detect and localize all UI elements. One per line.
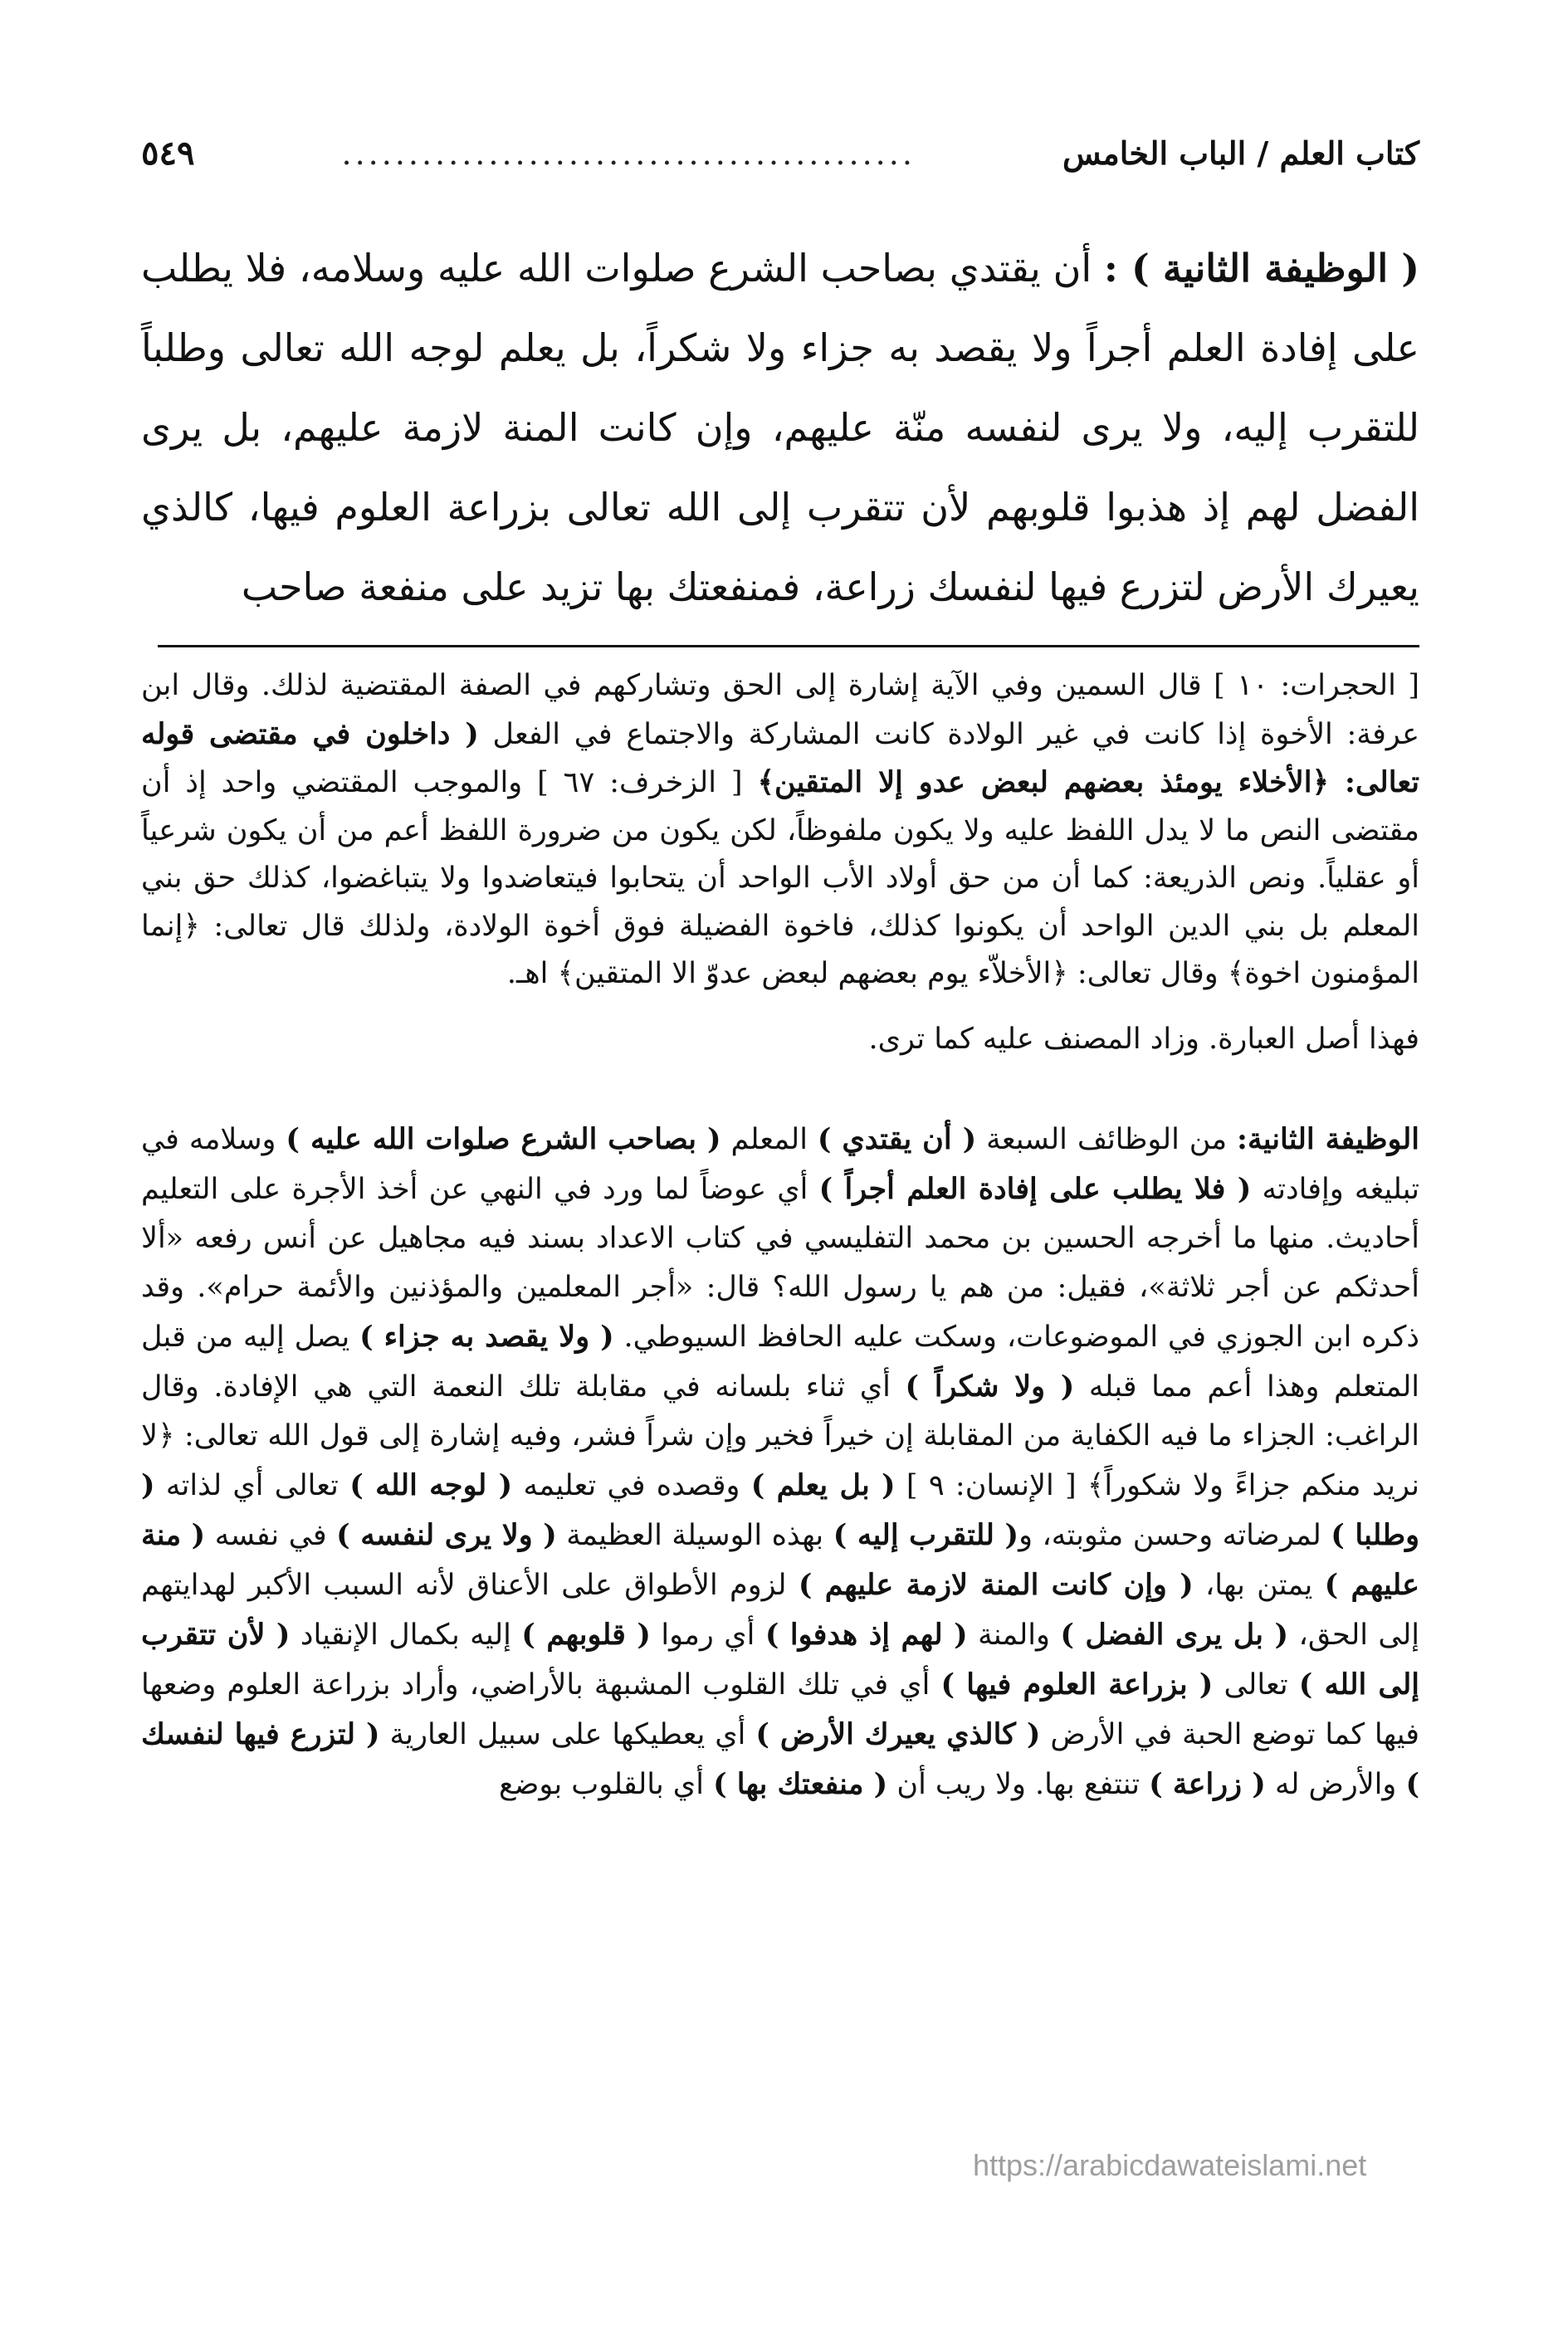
commentary-quote: ( زراعة ) bbox=[1149, 1766, 1266, 1801]
commentary-quote: ( بل يعلم ) bbox=[750, 1467, 896, 1502]
footnote-paragraph bbox=[141, 662, 1419, 999]
commentary-text: أي يعطيكها على سبيل العارية bbox=[379, 1717, 756, 1751]
site-watermark: https://arabicdawateislami.net bbox=[973, 2148, 1367, 2182]
commentary-text: لزوم الأطواق على الأعناق لأنه السبب الأكبر لهدايتهم إلى الحق، bbox=[141, 1568, 1419, 1652]
commentary-quote: ( ولا يقصد به جزاء ) bbox=[359, 1319, 614, 1354]
commentary-quote: ( ولا يرى لنفسه ) bbox=[336, 1517, 557, 1552]
footnote-conclusion: فهذا أصل العبارة. وزاد المصنف عليه كما ترى. bbox=[868, 1022, 1419, 1056]
commentary-text: تعالى أي لذاته bbox=[154, 1468, 350, 1502]
main-text-body: أن يقتدي بصاحب الشرع صلوات الله عليه وسلامه، فلا يطلب على إفادة العلم أجراً ولا يقصد به جزاء ولا شكراً، بل يعلم لوجه الله تعالى وطلباً للتقرب إليه، ولا يرى لنفسه منّة عليهم، وإن كانت المنة لازمة عليهم، بل يرى الفضل لهم إذ هذبوا قلوبهم لأن تتقرب إلى الله تعالى بزراعة العلوم فيها، كالذي يعيرك الأرض لتزرع فيها لنفسك زراعة، فمنفعتك بها تزيد على منفعة صاحب bbox=[141, 246, 1419, 609]
footnote-text: [ الحجرات: ١٠ ] قال السمين وفي الآية إشارة إلى الحق وتشاركهم في الصفة المقتضية لذلك. وقال ابن عرفة: الأخوة إذا كانت في غير الولادة كانت المشاركة والاجتماع في الفعل bbox=[141, 669, 1419, 751]
commentary-quote: ( بزراعة العلوم فيها ) bbox=[940, 1667, 1214, 1702]
commentary-quote: ( فلا يطلب على إفادة العلم أجراً ) bbox=[818, 1171, 1252, 1206]
commentary-text: أي بالقلوب بوضع bbox=[499, 1767, 714, 1801]
commentary-text: والأرض له bbox=[1265, 1767, 1406, 1801]
commentary-paragraph bbox=[141, 1115, 1419, 1809]
chapter-title: كتاب العلم / الباب الخامس bbox=[1062, 134, 1419, 172]
commentary-text: أي رموا bbox=[650, 1618, 765, 1652]
commentary-text: تعالى bbox=[1213, 1668, 1299, 1702]
footnote-separator bbox=[158, 645, 1419, 647]
commentary-text: إليه بكمال الإنقياد bbox=[290, 1618, 522, 1652]
commentary-heading: الوظيفة الثانية: bbox=[1237, 1121, 1419, 1156]
commentary-text: بهذه الوسيلة العظيمة bbox=[556, 1518, 833, 1552]
page-number: ٥٤٩ bbox=[141, 134, 195, 173]
commentary-quote: ( لتزرع فيها لنفسك ) bbox=[141, 1716, 1419, 1801]
commentary-quote: ( للتقرب إليه ) bbox=[833, 1517, 1019, 1552]
commentary-text: لمرضاته وحسن مثوبته، و bbox=[1018, 1518, 1331, 1552]
commentary-quote: ( منفعتك بها ) bbox=[713, 1766, 888, 1801]
commentary-text: وقصده في تعليمه bbox=[512, 1468, 751, 1502]
commentary-text: المعلم bbox=[720, 1122, 818, 1156]
commentary-text: أي في تلك القلوب المشبهة بالأراضي، وأراد بزراعة العلوم وضعها فيها كما توضع الحبة في الأرض bbox=[141, 1668, 1420, 1751]
commentary-text: من الوظائف السبعة bbox=[976, 1122, 1238, 1156]
commentary-quote: ( كالذي يعيرك الأرض ) bbox=[755, 1716, 1041, 1751]
commentary-quote: ( لوجه الله ) bbox=[349, 1467, 513, 1502]
book-page bbox=[141, 125, 1419, 2249]
commentary-text: يصل إليه من قبل المتعلم وهذا أعم مما قبله bbox=[141, 1320, 1419, 1404]
commentary-text: أي ثناء بلسانه في مقابلة تلك النعمة التي هي الإفادة. وقال الراغب: الجزاء ما فيه الكفاية من المقابلة إن خيراً فخير وإن شراً فشر، وفيه إشارة إلى قول الله تعالى: ﴿لا نريد منكم جزاءً ولا شكوراً﴾ [ الإنسان: ٩ ] bbox=[141, 1370, 1419, 1502]
commentary-text: والمنة bbox=[967, 1618, 1061, 1652]
commentary-quote: ( أن يقتدي ) bbox=[817, 1121, 977, 1156]
commentary-quote: ( قلوبهم ) bbox=[521, 1617, 651, 1652]
commentary-quote: ( بل يرى الفضل ) bbox=[1060, 1617, 1289, 1652]
main-text-paragraph bbox=[141, 228, 1419, 627]
footnote-bold-quote: ( داخلون في مقتضى قوله تعالى: ﴿الأخلاء يومئذ بعضهم لبعض عدو إلا المتقين﴾ bbox=[141, 716, 1419, 799]
commentary-quote: ( منة عليهم ) bbox=[141, 1517, 1419, 1602]
commentary-text: أي عوضاً لما ورد في النهي عن أخذ الأجرة على التعليم أحاديث. منها ما أخرجه الحسين بن محمد التفليسي في كتاب الاعداد بسند فيه مجاهيل عن أنس رفعه «ألا أحدثكم عن أجر ثلاثة»، فقيل: من هم يا رسول الله؟ قال: «أجر المعلمين والمؤذنين والأئمة حرام». وقد ذكره ابن الجوزي في الموضوعات، وسكت عليه الحافظ السيوطي. bbox=[141, 1172, 1419, 1354]
commentary-quote: ( لأن تتقرب إلى الله ) bbox=[141, 1617, 1419, 1702]
commentary-text: في نفسه bbox=[205, 1518, 337, 1552]
footnote-text: [ الزخرف: ٦٧ ] والموجب المقتضي واحد إذ أن مقتضى النص ما لا يدل اللفظ عليه ولا يكون ملفوظاً، لكن يكون من ضرورة اللفظ أعم من أن يكون شرعياً أو عقلياً. ونص الذريعة: كما أن من حق أولاد الأب الواحد أن يتحابوا فيتعاضدوا ولا يتباغضوا، كذلك حق بني المعلم بل بني الدين الواحد أن يكونوا كذلك، فاخوة الفضيلة فوق أخوة الولادة، ولذلك قال تعالى: ﴿إنما المؤمنون اخوة﴾ وقال تعالى: ﴿الأخلاّء يوم بعضهم لبعض عدوّ الا المتقين﴾ اهـ. bbox=[141, 766, 1419, 990]
commentary-quote: ( بصاحب الشرع صلوات الله عليه ) bbox=[286, 1121, 721, 1156]
commentary-quote: ( وطلبا ) bbox=[141, 1467, 1420, 1552]
commentary-quote: ( وإن كانت المنة لازمة عليهم ) bbox=[798, 1567, 1194, 1602]
commentary-text: تنتفع بها. ولا ريب أن bbox=[887, 1767, 1150, 1801]
commentary-text: وسلامه في تبليغه وإفادته bbox=[141, 1122, 1420, 1206]
header-dot-leader: ........................................... bbox=[341, 135, 916, 172]
commentary-text: يمتن بها، bbox=[1193, 1568, 1325, 1602]
running-header bbox=[141, 125, 1419, 183]
commentary-quote: ( ولا شكراً ) bbox=[905, 1369, 1075, 1404]
commentary-quote: ( لهم إذ هدفوا ) bbox=[764, 1617, 968, 1652]
main-text-heading: ( الوظيفة الثانية ) : bbox=[1103, 246, 1420, 291]
